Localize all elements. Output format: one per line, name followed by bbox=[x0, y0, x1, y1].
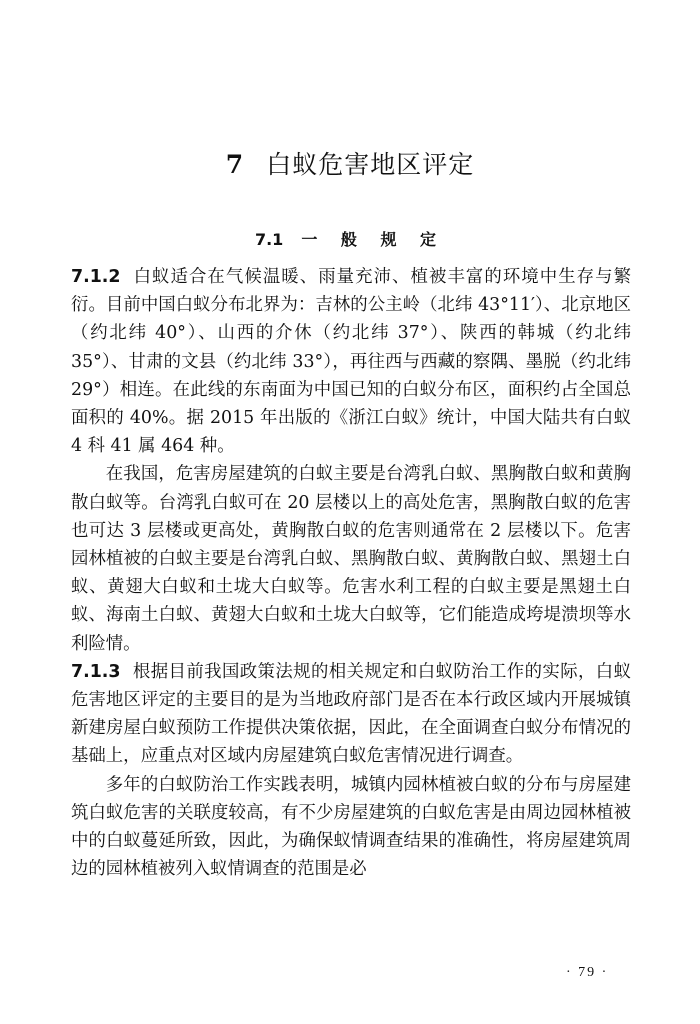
clause-paragraph bbox=[71, 658, 631, 771]
section-heading bbox=[0, 227, 700, 250]
paragraph bbox=[71, 460, 631, 657]
paragraph bbox=[71, 771, 631, 884]
paragraph-text: 多年的白蚁防治工作实践表明，城镇内园林植被白蚁的分布与房屋建筑白蚁危害的关联度较高，有不少房屋建筑的白蚁危害是由周边园林植被中的白蚁蔓延所致，因此，为确保蚁情调查结果的准确性，将房屋建筑周边的园林植被列入蚁情调查的范围是必 bbox=[71, 774, 631, 880]
paragraph-text: 在我国，危害房屋建筑的白蚁主要是台湾乳白蚁、黑胸散白蚁和黄胸散白蚁等。台湾乳白蚁可在 20 层楼以上的高处危害，黑胸散白蚁的危害也可达 3 层楼或更高处，黄胸散白蚁的危害则通常在 2 层楼以下。危害园林植被的白蚁主要是台湾乳白蚁、黑胸散白蚁、黄胸散白蚁、黑翅土白蚁、黄翅大白蚁和土垅大白蚁等。危害水利工程的白蚁主要是黑翅土白蚁、海南土白蚁、黄翅大白蚁和土垅大白蚁等，它们能造成垮堤溃坝等水利险情。 bbox=[71, 464, 631, 654]
body-text bbox=[71, 263, 631, 883]
clause-number: 7.1.2 bbox=[71, 267, 121, 287]
section-number: 7.1 bbox=[254, 230, 284, 249]
clause-paragraph bbox=[71, 263, 631, 460]
chapter-number: 7 bbox=[225, 150, 245, 179]
chapter-title: 白蚁危害地区评定 bbox=[266, 150, 475, 179]
clause-number: 7.1.3 bbox=[71, 661, 121, 682]
section-title: 一 般 规 定 bbox=[301, 230, 446, 249]
paragraph-text: 白蚁适合在气候温暖、雨量充沛、植被丰富的环境中生存与繁衍。目前中国白蚁分布北界为：吉林的公主岭（北纬 43°11′）、北京地区（约北纬 40°）、山西的介休（约北纬 37°）、陕西的韩城（约北纬 35°）、甘肃的文县（约北纬 33°），再往西与西藏的察隅、墨脱（约北纬 29°）相连。在此线的东南面为中国已知的白蚁分布区，面积约占全国总面积的 40%。据 2015 年出版的《浙江白蚁》统计，中国大陆共有白蚁 4 科 41 属 464 种。 bbox=[71, 267, 631, 457]
paragraph-text: 根据目前我国政策法规的相关规定和白蚁防治工作的实际，白蚁危害地区评定的主要目的是为当地政府部门是否在本行政区域内开展城镇新建房屋白蚁预防工作提供决策依据，因此，在全面调查白蚁分布情况的基础上，应重点对区域内房屋建筑白蚁危害情况进行调查。 bbox=[71, 661, 631, 767]
page-number: · 79 · bbox=[566, 965, 609, 980]
chapter-heading bbox=[0, 145, 700, 181]
